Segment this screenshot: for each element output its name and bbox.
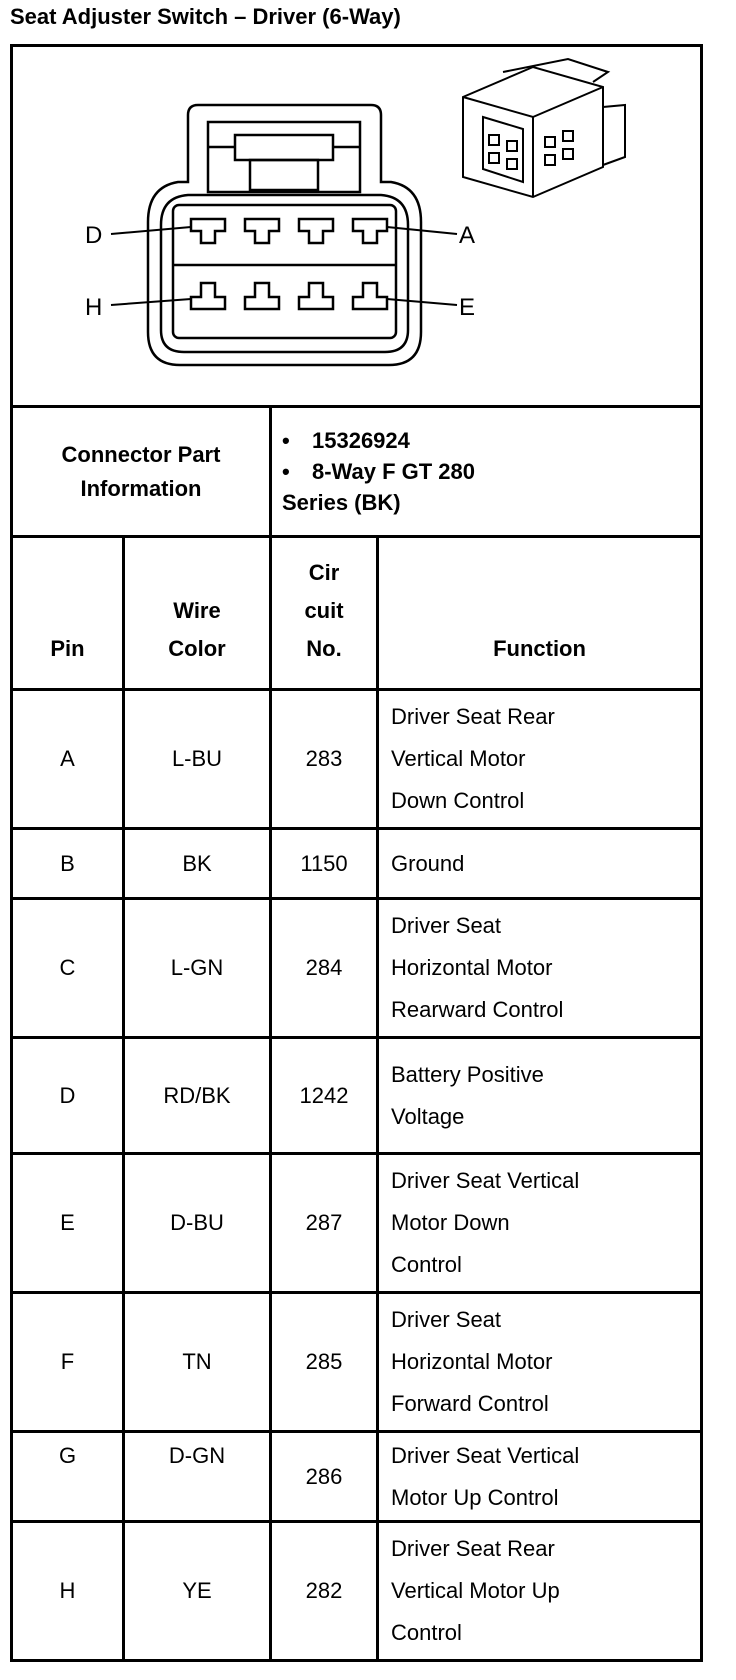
circuit-cell: 286 [271, 1432, 378, 1522]
circuit-cell: 1150 [271, 829, 378, 899]
table-row [12, 690, 702, 829]
connector-info-row [12, 407, 702, 537]
function-cell: Driver Seat Horizontal Motor Rearward Control [378, 899, 702, 1038]
wire-color-cell: BK [124, 829, 271, 899]
connector-part-info-value: • 15326924 • 8-Way F GT 280 Series (BK) [271, 407, 702, 537]
circuit-cell: 282 [271, 1522, 378, 1661]
pin-cell: A [12, 690, 124, 829]
table-row [12, 1293, 702, 1432]
pin-label-h: H [85, 294, 103, 321]
function-cell: Battery Positive Voltage [378, 1038, 702, 1154]
header-pin: Pin [12, 537, 124, 690]
pin-label-a: A [459, 222, 476, 249]
pin-cell: C [12, 899, 124, 1038]
pin-label-e: E [459, 294, 476, 321]
header-wire-color: Wire Color [124, 537, 271, 690]
function-cell: Driver Seat Vertical Motor Up Control [378, 1432, 702, 1522]
function-cell: Driver Seat Rear Vertical Motor Down Control [378, 690, 702, 829]
function-cell: Ground [378, 829, 702, 899]
table-header-row [12, 537, 702, 690]
pin-cell: B [12, 829, 124, 899]
wire-color-cell: YE [124, 1522, 271, 1661]
circuit-cell: 283 [271, 690, 378, 829]
table-row [12, 1522, 702, 1661]
connector-isometric-drawing [463, 59, 625, 197]
table-row [12, 829, 702, 899]
pinout-table [10, 44, 703, 1662]
circuit-cell: 285 [271, 1293, 378, 1432]
connector-description: 8-Way F GT 280 [312, 459, 476, 484]
table-row [12, 1432, 702, 1522]
wire-color-cell: D-GN [124, 1432, 271, 1522]
connector-face-drawing [13, 47, 697, 403]
wire-color-cell: L-BU [124, 690, 271, 829]
function-cell: Driver Seat Horizontal Motor Forward Control [378, 1293, 702, 1432]
pin-cell: G [12, 1432, 124, 1522]
top-row-terminals [191, 219, 387, 243]
wire-color-cell: D-BU [124, 1154, 271, 1293]
circuit-cell: 287 [271, 1154, 378, 1293]
pin-cell: E [12, 1154, 124, 1293]
pin-label-d: D [85, 222, 103, 249]
function-cell: Driver Seat Vertical Motor Down Control [378, 1154, 702, 1293]
diagram-row [12, 46, 702, 407]
connector-diagram [12, 46, 702, 407]
circuit-cell: 284 [271, 899, 378, 1038]
pin-cell: D [12, 1038, 124, 1154]
wire-color-cell: RD/BK [124, 1038, 271, 1154]
pin-cell: F [12, 1293, 124, 1432]
bottom-row-terminals [191, 283, 387, 309]
page-title: Seat Adjuster Switch – Driver (6-Way) [10, 4, 401, 29]
header-function: Function [378, 537, 702, 690]
part-number: 15326924 [312, 428, 410, 453]
table-row [12, 1154, 702, 1293]
wire-color-cell: TN [124, 1293, 271, 1432]
wire-color-cell: L-GN [124, 899, 271, 1038]
circuit-cell: 1242 [271, 1038, 378, 1154]
function-cell: Driver Seat Rear Vertical Motor Up Control [378, 1522, 702, 1661]
connector-part-info-label: Connector Part Information [12, 407, 271, 537]
pin-cell: H [12, 1522, 124, 1661]
table-row [12, 1038, 702, 1154]
connector-series: Series (BK) [282, 490, 401, 515]
table-row [12, 899, 702, 1038]
header-circuit-no: Cir cuit No. [271, 537, 378, 690]
